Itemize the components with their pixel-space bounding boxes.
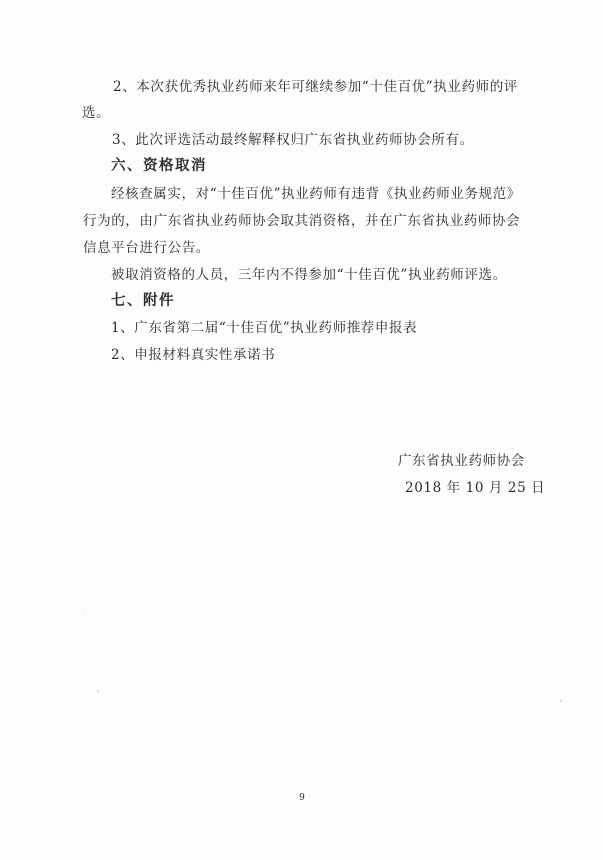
signature-organization: 广东省执业药师协会	[398, 453, 525, 469]
section-7-heading: 七、附件	[111, 293, 175, 309]
paragraph-1-line-3: 信息平台进行公告。	[83, 240, 210, 256]
attachment-2: 2、申报材料真实性承诺书	[111, 347, 276, 363]
attachment-1: 1、广东省第二届“十佳百优”执业药师推荐申报表	[111, 320, 418, 336]
signature-date: 2018 年 10 月 25 日	[405, 480, 546, 496]
paragraph-1-line-1: 经核查属实，对“十佳百优”执业药师有违背《执业药师业务规范》	[111, 186, 521, 202]
scan-speck	[97, 690, 99, 692]
scan-speck	[560, 700, 562, 702]
paragraph-2-text: 被取消资格的人员，三年内不得参加“十佳百优”执业药师评选。	[111, 267, 507, 283]
item-2-continuation: 选。	[82, 105, 111, 121]
page-number: 9	[299, 793, 305, 803]
section-6-heading: 六、资格取消	[111, 158, 207, 174]
item-3-text: 3、此次评选活动最终解释权归广东省执业药师协会所有。	[112, 132, 474, 148]
paragraph-1-line-2: 行为的，由广东省执业药师协会取其消资格，并在广东省执业药师协会	[83, 213, 521, 229]
item-2-text: 2、本次获优秀执业药师来年可继续参加“十佳百优”执业药师的评	[113, 79, 518, 95]
scan-speck	[83, 610, 84, 611]
